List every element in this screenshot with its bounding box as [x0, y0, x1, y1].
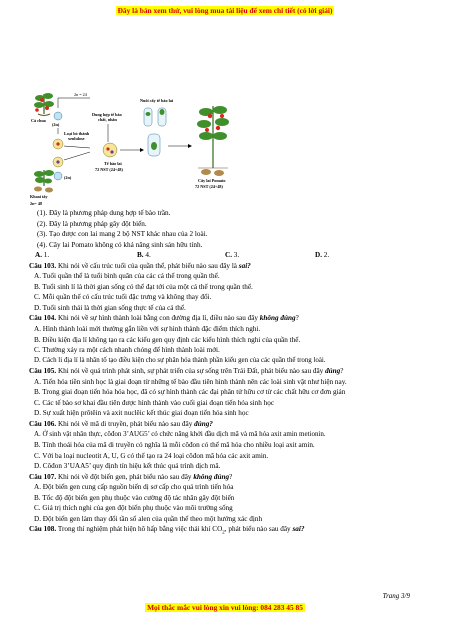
q106-emphasis: đúng?	[194, 419, 213, 428]
q108-stem: Trong thí nghiệm phát hiện hô hấp bằng việc thải khí CO	[56, 525, 223, 534]
pomato-label-1: Cây lai Pomato	[198, 178, 226, 183]
question-103	[29, 261, 427, 272]
q103-option-b: B. Tuổi sinh lí là thời gian sống có thể đạt tới của một cá thể trong quần thể.	[34, 282, 253, 291]
q104-option-c: C. Thường xảy ra một cách nhanh chóng để hình thành loài mới.	[34, 346, 220, 355]
fusion-label-2: chất, nhân	[98, 117, 117, 122]
answer-d	[315, 250, 329, 261]
statement-3: (3). Tạo được con lai mang 2 bộ NST khác nhau của 2 loài.	[37, 230, 208, 239]
question-content	[29, 208, 427, 539]
q103-stem: Khi nói về cấu trúc tuổi của quần thể, phát biểu nào sau đây là	[56, 261, 239, 270]
q104-option-d: D. Cách li địa lí là nhân tố tạo điều kiện cho sự phân hóa thành phần kiểu gen của các quần thể trong loài.	[34, 356, 326, 364]
answer-d-letter: D.	[315, 251, 322, 260]
potato-cell-label: (2n)	[64, 175, 72, 180]
q105-stem: Khi nói về quá trình phát sinh, sự phát triển của sự sống trên Trái Đất, phát biểu nào sau đây	[56, 367, 326, 376]
q105-option-a: A. Tiến hóa tiền sinh học là giai đoạn từ những tế bào đầu tiên hình thành nên các loài sinh vật như hiện nay.	[34, 377, 347, 386]
q106-label: Câu 106.	[29, 419, 57, 428]
q107-end: ?	[229, 472, 233, 481]
statement-2: (2). Đây là phương pháp gây đột biến.	[37, 219, 147, 228]
q106-option-d: D. Côđon 3’UAA5’ quy định tín hiệu kết thúc quá trình dịch mã.	[34, 462, 221, 471]
q103-label: Câu 103.	[29, 261, 57, 270]
answer-a	[35, 250, 49, 261]
q104-label: Câu 104.	[29, 314, 57, 323]
q105-option-d: D. Sự xuất hiện prôtêin và axit nuclêic kết thúc giai đoạn tiến hóa sinh học	[34, 409, 249, 418]
q106-option-c: C. Với ba loại nucleotit A, U, G có thể tạo ra 24 loại côđon mã hóa các axit amin.	[34, 451, 269, 460]
pomato-plant-icon	[197, 106, 229, 176]
q104-end: ?	[295, 314, 299, 323]
tomato-label: Cà chua	[31, 118, 46, 123]
tomato-cell-label: (2n)	[52, 122, 60, 127]
page-number: Trang 3/9	[382, 592, 410, 600]
q104-stem: Khi nói về sự hình thành loài bằng con đường địa lí, điều nào sau đây	[56, 314, 260, 323]
q103-option-d: D. Tuổi sinh thái là thời gian sống thực tế của cá thể.	[34, 303, 186, 312]
q103-option-a: A. Tuổi quần thể là tuổi bình quân của các cá thể trong quần thể.	[34, 272, 220, 281]
potato-chromosome-label: 2n= 48	[30, 201, 43, 206]
q108-emphasis: sai?	[292, 525, 305, 534]
answers-102	[29, 250, 427, 261]
tomato-chromosome-label: 2n = 24	[74, 92, 87, 97]
culture-tubes-icon	[144, 108, 166, 156]
question-104	[29, 313, 427, 324]
q104-option-a: A. Hình thành loài mới thường gắn liền với sự hình thành đặc điểm thích nghi.	[34, 325, 261, 334]
statement-1: (1). Đây là phương pháp dung hợp tế bào trần.	[37, 209, 171, 217]
footer-contact-text: Mọi thắc mắc vui lòng xin vui lòng: 084 283 45 85	[147, 603, 303, 612]
q107-option-d: D. Đột biến gen làm thay đổi tần số alen của quần thể theo một hướng xác định	[34, 514, 263, 523]
q107-option-b: B. Tốc độ đột biến gen phụ thuộc vào cường độ tác nhân gây đột biến	[34, 493, 235, 502]
hybrid-cell-icon	[103, 143, 117, 157]
answer-c	[225, 250, 239, 261]
statement-4: (4). Cây lai Pomato không có khả năng sinh sản hữu tính.	[37, 240, 203, 249]
answer-b	[137, 250, 151, 261]
pomato-figure	[28, 86, 258, 206]
potato-cell-icon	[54, 172, 62, 180]
q107-emphasis: không đúng	[193, 472, 230, 481]
q104-option-b: B. Điều kiện địa lí không tạo ra các kiểu gen quy định các kiểu hình thích nghi của quần thể.	[34, 335, 301, 344]
answer-a-text: 1.	[43, 251, 50, 260]
q103-option-c: C. Mỗi quần thể có cấu trúc tuổi đặc trưng và không thay đổi.	[34, 293, 212, 302]
q105-emphasis: đúng	[325, 367, 341, 376]
q107-option-a: A. Đột biến gen cung cấp nguồn biến dị sơ cấp cho quá trình tiến hóa	[34, 483, 234, 492]
question-106	[29, 419, 427, 430]
q107-option-c: C. Giá trị thích nghi của gen đột biến phụ thuộc vào môi trường sống	[34, 504, 233, 513]
hybrid-cell-label-2: 72 NST (24+48)	[95, 167, 123, 172]
answer-a-letter: A.	[35, 251, 42, 260]
fusion-label-1: Dung hợp tế bào	[92, 112, 122, 117]
q108-stem-2: , phát biểu nào sau đây	[224, 525, 293, 534]
pomato-label-2: 72 NST (24+48)	[195, 184, 223, 189]
q105-option-b: B. Trong giai đoạn tiến hóa hóa học, đã có sự hình thành các đại phân tử hữu cơ từ các chất hữu cơ đơn giản	[34, 388, 346, 397]
answer-b-letter: B.	[137, 251, 144, 260]
q106-stem: Khi nói về mã di truyền, phát biểu nào sau đây	[56, 419, 195, 428]
q105-option-c: C. Các tế bào sơ khai đầu tiên được hình thành vào cuối giai đoạn tiến hóa sinh học	[34, 398, 275, 407]
question-105	[29, 366, 427, 377]
cellulose-label-2: xenlulose	[68, 136, 85, 141]
footer-contact	[0, 603, 450, 612]
question-107	[29, 472, 427, 483]
q107-label: Câu 107.	[29, 472, 57, 481]
q106-option-b: B. Tính thoái hóa của mã di truyền có nghĩa là mỗi côđon có thể mã hóa cho nhiều loại axit amin.	[34, 441, 315, 450]
q105-label: Câu 105.	[29, 367, 57, 376]
hybrid-cell-label-1: Tế bào lai	[104, 161, 122, 166]
preview-banner	[0, 6, 450, 15]
q103-emphasis: sai?	[238, 261, 251, 270]
answer-c-text: 3.	[233, 251, 240, 260]
q106-option-a: A. Ở sinh vật nhân thực, côđon 3’AUG5’ có chức năng khởi đầu dịch mã và mã hóa axit amin metionin.	[34, 430, 326, 439]
question-108	[29, 524, 427, 539]
potato-plant-icon	[34, 170, 54, 193]
q108-label: Câu 108.	[29, 525, 57, 534]
answer-b-text: 4.	[145, 251, 151, 260]
answer-d-text: 2.	[323, 251, 330, 260]
q104-emphasis: không đúng	[259, 314, 296, 323]
tomato-cell-icon	[54, 112, 62, 120]
q107-stem: Khi nói về đột biến gen, phát biểu nào sau đây	[56, 472, 194, 481]
q108-subscript: 2	[222, 530, 225, 536]
answer-c-letter: C.	[225, 251, 232, 260]
q105-end: ?	[340, 367, 344, 376]
pomato-diagram	[28, 86, 258, 206]
culture-label: Nuôi cấy tế bào lai	[140, 98, 174, 103]
potato-label: Khoai tây	[30, 194, 48, 199]
cellulose-label-1: Loại bỏ thành	[64, 131, 90, 136]
tomato-plant-icon	[34, 93, 54, 116]
preview-banner-text: Đây là bản xem thử, vui lòng mua tài liệu để xem chi tiết (có lời giải)	[117, 6, 333, 15]
